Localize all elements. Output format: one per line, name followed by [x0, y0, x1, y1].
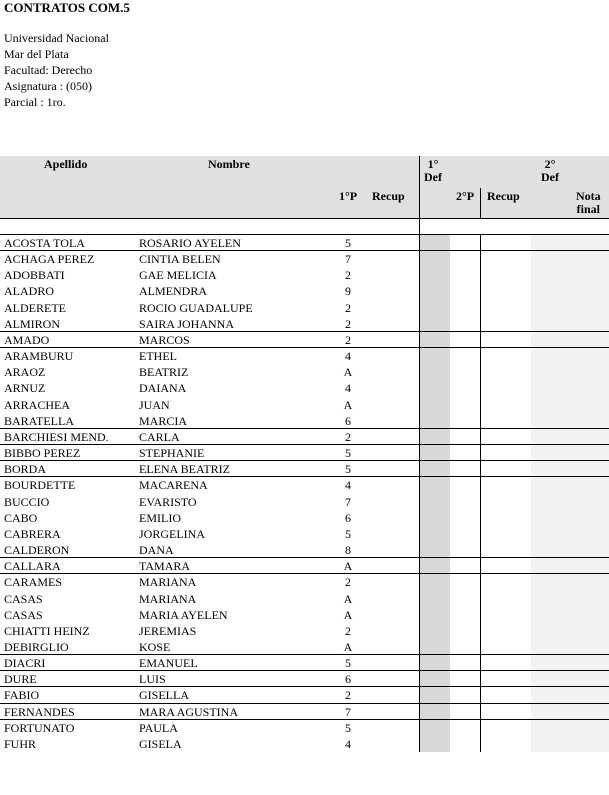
cell-nombre: MARIA AYELEN — [139, 607, 228, 622]
table-row — [0, 444, 609, 461]
cell-apellido: CASAS — [4, 607, 43, 622]
cell-1p: 5 — [345, 236, 351, 250]
cell-apellido: ARNUZ — [4, 381, 46, 396]
table-row — [0, 397, 609, 413]
cell-nombre: GISELLA — [139, 688, 189, 703]
cell-1p: 2 — [345, 688, 351, 703]
cell-nombre: DAIANA — [139, 381, 187, 396]
table-row — [0, 267, 609, 283]
cell-1p: 9 — [345, 284, 351, 299]
cell-nombre: EVARISTO — [139, 494, 197, 509]
cell-nombre: KOSE — [139, 640, 171, 654]
cell-nombre: SAIRA JOHANNA — [139, 316, 235, 331]
cell-1p: 4 — [345, 349, 351, 364]
table-row — [0, 703, 609, 720]
cell-apellido: ALMIRON — [4, 316, 60, 331]
table-row — [0, 591, 609, 607]
cell-nombre: CARLA — [139, 429, 180, 444]
cell-1p: 4 — [345, 381, 351, 396]
cell-nombre: TAMARA — [139, 559, 191, 574]
cell-apellido: CALDERON — [4, 543, 70, 558]
cell-apellido: ACHAGA PEREZ — [4, 252, 95, 267]
info-city: Mar del Plata — [4, 47, 69, 61]
table-row — [0, 607, 609, 623]
cell-apellido: FERNANDES — [4, 704, 75, 719]
cell-apellido: CARAMES — [4, 575, 63, 590]
table-row — [0, 557, 609, 574]
table-row — [0, 573, 609, 590]
cell-1p: 2 — [345, 623, 351, 638]
cell-nombre: MARCOS — [139, 332, 190, 347]
cell-apellido: AMADO — [4, 332, 50, 347]
cell-apellido: ARRACHEA — [4, 397, 71, 412]
header-2p: 2°P — [456, 189, 475, 203]
cell-1p: 2 — [345, 429, 351, 444]
cell-apellido: BARATELLA — [4, 413, 74, 428]
cell-1p: 4 — [345, 736, 351, 751]
cell-nombre: ETHEL — [139, 349, 177, 364]
cell-nombre: ROSARIO AYELEN — [139, 236, 241, 250]
cell-apellido: FUHR — [4, 736, 37, 751]
header-1p: 1°P — [339, 189, 358, 203]
cell-apellido: ALDERETE — [4, 300, 66, 315]
header-nota-final: Nota final — [576, 189, 601, 216]
cell-apellido: BOURDETTE — [4, 478, 76, 493]
table-row — [0, 639, 609, 655]
header-recup-1: Recup — [372, 189, 405, 203]
table-row — [0, 364, 609, 380]
cell-apellido: DEBIRGLIO — [4, 640, 69, 654]
divider — [419, 156, 420, 218]
table-row — [0, 623, 609, 639]
cell-nombre: JEREMIAS — [139, 623, 197, 638]
table-row — [0, 283, 609, 299]
table-row — [0, 670, 609, 687]
table-row — [0, 654, 609, 671]
header-apellido: Apellido — [44, 157, 88, 171]
table-row — [0, 494, 609, 510]
table-row — [0, 510, 609, 526]
cell-nombre: ROCIO GUADALUPE — [139, 300, 253, 315]
cell-nombre: MARA AGUSTINA — [139, 704, 239, 719]
cell-apellido: ALADRO — [4, 284, 54, 299]
document-title: CONTRATOS COM.5 — [4, 0, 130, 15]
divider — [480, 188, 481, 218]
cell-nombre: EMANUEL — [139, 656, 198, 671]
cell-1p: 7 — [345, 704, 351, 719]
cell-nombre: ELENA BEATRIZ — [139, 462, 230, 477]
info-subject: Asignatura : (050) — [4, 79, 92, 93]
cell-1p: 2 — [345, 575, 351, 590]
cell-1p: 5 — [345, 446, 351, 461]
cell-1p: 6 — [345, 510, 351, 525]
table-row — [0, 347, 609, 364]
cell-1p: 2 — [345, 268, 351, 283]
cell-nombre: MACARENA — [139, 478, 208, 493]
header-nombre: Nombre — [208, 157, 250, 171]
table-row — [0, 542, 609, 558]
cell-apellido: DIACRI — [4, 656, 46, 671]
cell-1p: 5 — [345, 720, 351, 735]
table-row — [0, 736, 609, 752]
cell-nombre: JUAN — [139, 397, 170, 412]
cell-nombre: GAE MELICIA — [139, 268, 217, 283]
table-row — [0, 300, 609, 316]
table-row — [0, 250, 609, 267]
cell-1p: 6 — [345, 672, 351, 687]
cell-1p: 5 — [345, 656, 351, 671]
cell-nombre: MARIANA — [139, 575, 197, 590]
table-row — [0, 234, 609, 251]
cell-1p: 6 — [345, 413, 351, 428]
cell-1p: A — [343, 559, 353, 574]
cell-nombre: EMILIO — [139, 510, 181, 525]
cell-1p: 4 — [345, 478, 351, 493]
cell-apellido: CABO — [4, 510, 38, 525]
cell-nombre: MARIANA — [139, 591, 197, 606]
header-1-def: 1° Def — [424, 157, 442, 184]
cell-apellido: FABIO — [4, 688, 40, 703]
table-row — [0, 460, 609, 477]
cell-1p: A — [343, 607, 353, 622]
header-recup-2: Recup — [487, 189, 520, 203]
cell-1p: 2 — [345, 316, 351, 331]
cell-1p: 2 — [345, 300, 351, 315]
info-partial: Parcial : 1ro. — [4, 95, 66, 109]
cell-apellido: ADOBBATI — [4, 268, 65, 283]
cell-1p: A — [343, 591, 353, 606]
table-row — [0, 526, 609, 542]
cell-1p: 5 — [345, 462, 351, 477]
info-faculty: Facultad: Derecho — [4, 63, 93, 77]
cell-apellido: BARCHIESI MEND. — [4, 429, 109, 444]
cell-apellido: BUCCIO — [4, 494, 50, 509]
table-row — [0, 719, 609, 736]
table-row — [0, 686, 609, 703]
info-university: Universidad Nacional — [4, 31, 109, 45]
cell-apellido: ARAMBURU — [4, 349, 74, 364]
cell-apellido: BORDA — [4, 462, 47, 477]
cell-1p: 8 — [345, 543, 351, 558]
cell-nombre: JORGELINA — [139, 526, 205, 541]
table-row — [0, 331, 609, 348]
table-row — [0, 413, 609, 429]
cell-nombre: GISELA — [139, 736, 182, 751]
cell-apellido: FORTUNATO — [4, 720, 75, 735]
table-row — [0, 316, 609, 332]
cell-apellido: DURE — [4, 672, 37, 687]
cell-1p: A — [343, 397, 353, 412]
cell-1p: 2 — [345, 332, 351, 347]
table-row — [0, 428, 609, 445]
cell-1p: 7 — [345, 494, 351, 509]
cell-apellido: CHIATTI HEINZ — [4, 623, 90, 638]
cell-nombre: PAULA — [139, 720, 178, 735]
table-row — [0, 380, 609, 396]
cell-nombre: BEATRIZ — [139, 365, 189, 380]
cell-nombre: MARCIA — [139, 413, 188, 428]
cell-1p: A — [343, 365, 353, 380]
cell-1p: A — [343, 640, 353, 654]
header-2-def: 2° Def — [541, 157, 559, 184]
cell-apellido: ACOSTA TOLA — [4, 236, 85, 250]
cell-nombre: CINTIA BELEN — [139, 252, 221, 267]
cell-1p: 5 — [345, 526, 351, 541]
cell-1p: 7 — [345, 252, 351, 267]
table-header — [0, 156, 609, 219]
cell-nombre: DANA — [139, 543, 174, 558]
cell-nombre: STEPHANIE — [139, 446, 205, 461]
cell-apellido: CALLARA — [4, 559, 61, 574]
cell-nombre: ALMENDRA — [139, 284, 207, 299]
cell-apellido: ARAOZ — [4, 365, 46, 380]
cell-nombre: LUIS — [139, 672, 166, 687]
cell-apellido: CASAS — [4, 591, 43, 606]
cell-apellido: BIBBO PEREZ — [4, 446, 81, 461]
cell-apellido: CABRERA — [4, 526, 61, 541]
table-row — [0, 476, 609, 493]
